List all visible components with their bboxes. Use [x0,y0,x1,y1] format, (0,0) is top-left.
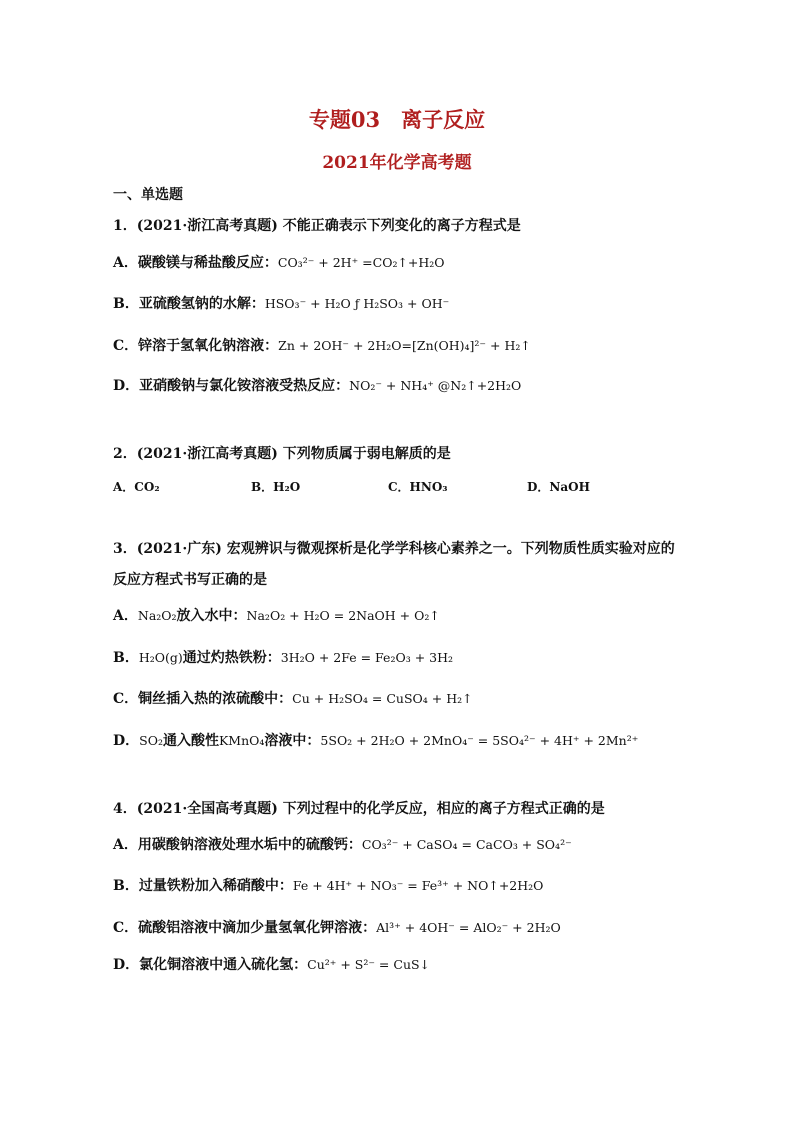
option-label: A． [113,608,138,624]
option-label: C．铜丝插入热的浓硫酸中： [113,691,293,707]
option-formula-2: KMnO₄ [218,733,265,748]
question-3-option-a [113,606,440,626]
option-equation: 5SO₂ + 2H₂O + 2MnO₄⁻ = 5SO₄²⁻ + 4H⁺ + 2Mn²⁺ [320,733,639,748]
option-label: A．用碳酸钠溶液处理水垢中的硫酸钙： [113,837,362,853]
option-label: B．亚硫酸氢钠的水解： [113,296,265,312]
option-formula: SO₂ [139,733,163,748]
question-3-stem-continued: 反应方程式书写正确的是 [113,572,267,588]
option-equation: Zn + 2OH⁻ + 2H₂O=[Zn(OH)₄]²⁻ + H₂↑ [278,338,531,353]
option-label: B． [113,650,139,666]
question-1-option-a [113,253,445,273]
option-label: C．锌溶于氢氧化钠溶液： [113,338,279,354]
page-subtitle: 2021年化学高考题 [322,153,472,173]
question-4-option-a [113,835,572,855]
question-4-option-b [113,876,543,896]
question-3-option-c [113,689,473,709]
question-2-option-b: B．H₂O [251,480,301,494]
option-label: B．过量铁粉加入稀硝酸中： [113,878,293,894]
option-equation: Cu + H₂SO₄ = CuSO₄ + H₂↑ [292,691,473,706]
option-label: A．碳酸镁与稀盐酸反应： [113,255,278,271]
question-1-option-d [113,376,521,396]
option-equation: Na₂O₂ + H₂O = 2NaOH + O₂↑ [246,608,440,623]
option-text: 通入酸性 [162,733,219,749]
question-2-option-a: A．CO₂ [113,480,160,494]
question-1-stem: 1．(2021·浙江高考真题) 不能正确表示下列变化的离子方程式是 [113,218,521,234]
option-text: 通过灼热铁粉： [182,650,281,666]
question-3-option-b [113,648,453,668]
question-2-stem: 2．(2021·浙江高考真题) 下列物质属于弱电解质的是 [113,446,451,462]
option-label: D． [113,733,140,749]
option-equation: HSO₃⁻ + H₂O ƒ H₂SO₃ + OH⁻ [264,296,450,311]
option-text: 放入水中： [176,608,247,624]
question-3-stem: 3．(2021·广东) 宏观辨识与微观探析是化学学科核心素养之一。下列物质性质实验对应的 [113,541,675,557]
option-equation: Fe + 4H⁺ + NO₃⁻ = Fe³⁺ + NO↑+2H₂O [292,878,544,893]
question-4-stem: 4．(2021·全国高考真题) 下列过程中的化学反应，相应的离子方程式正确的是 [113,801,605,817]
question-1-option-b [113,294,449,314]
question-2-option-d: D．NaOH [527,480,590,494]
option-equation: CO₃²⁻ + 2H⁺ =CO₂↑+H₂O [277,255,445,270]
option-formula: Na₂O₂ [137,608,177,623]
question-4-option-d [113,955,430,975]
option-equation: 3H₂O + 2Fe = Fe₂O₃ + 3H₂ [280,650,454,665]
option-label: D．亚硝酸钠与氯化铵溶液受热反应： [113,378,350,394]
option-label: D．氯化铜溶液中通入硫化氢： [113,957,308,973]
question-2-option-c: C．HNO₃ [388,480,448,494]
option-equation: Al³⁺ + 4OH⁻ = AlO₂⁻ + 2H₂O [376,920,561,935]
question-4-option-c [113,918,561,938]
option-equation: NO₂⁻ + NH₄⁺ @N₂↑+2H₂O [349,378,522,393]
question-3-option-d [113,731,638,751]
option-equation: Cu²⁺ + S²⁻ = CuS↓ [307,957,431,972]
option-label: C．硫酸铝溶液中滴加少量氢氧化钾溶液： [113,920,377,936]
option-formula: H₂O(g) [138,650,183,665]
section-heading: 一、单选题 [113,187,183,203]
question-1-option-c [113,336,531,356]
option-text-2: 溶液中： [264,733,321,749]
page-title: 专题03 离子反应 [308,107,486,132]
option-equation: CO₃²⁻ + CaSO₄ = CaCO₃ + SO₄²⁻ [361,837,572,852]
